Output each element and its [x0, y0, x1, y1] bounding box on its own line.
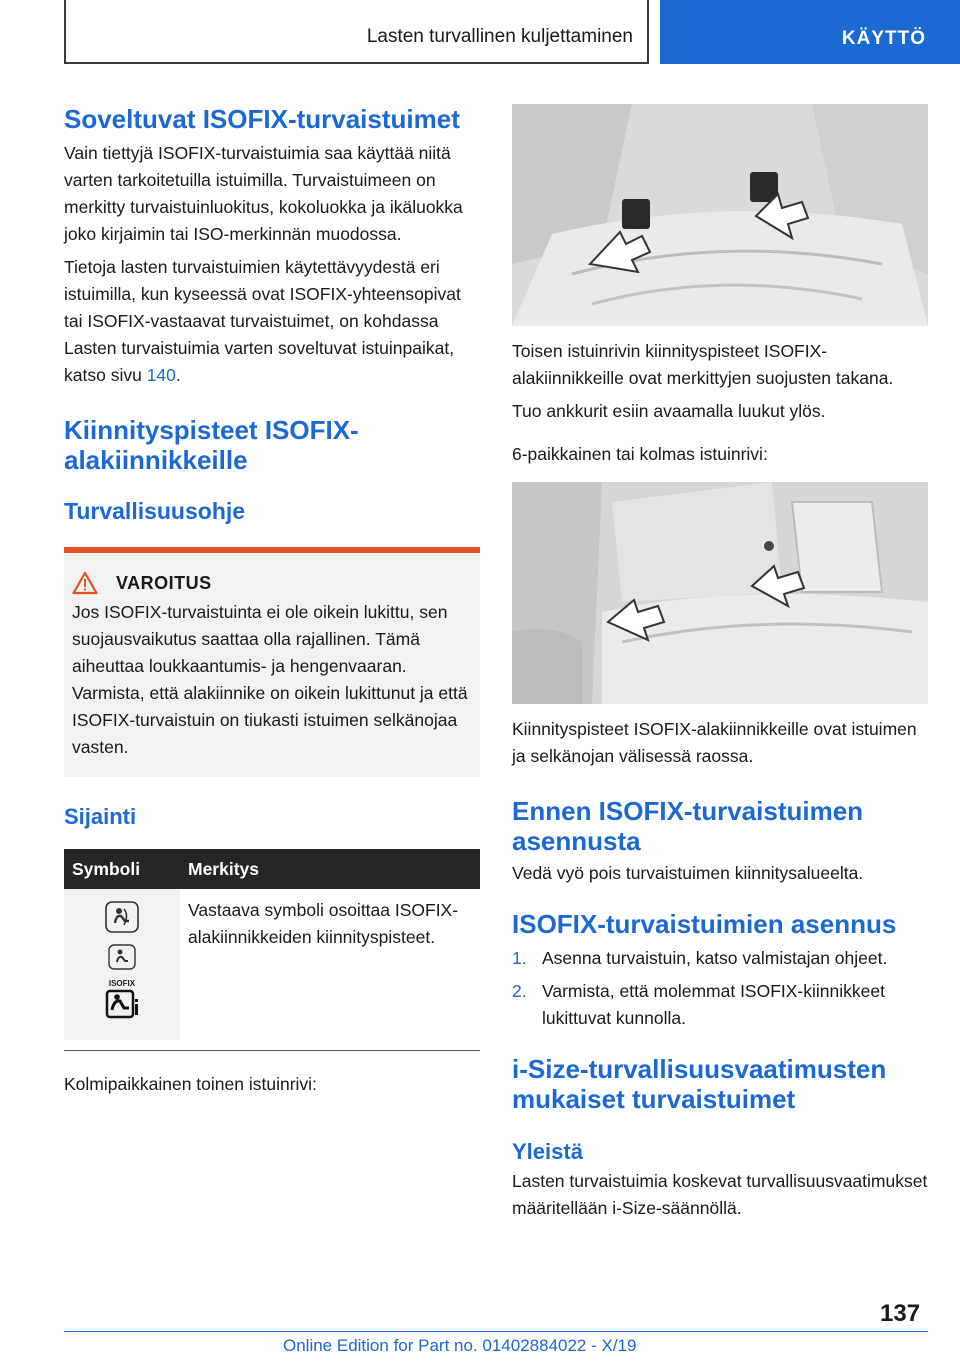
chapter-tab-label: KÄYTTÖ [841, 28, 926, 49]
install-steps [512, 945, 928, 1032]
step-number: 1. [512, 948, 527, 968]
step-text: Varmista, että molemmat ISOFIX-kiinnikkeet lukittuvat kunnolla. [542, 981, 885, 1028]
paragraph-six-seat: 6-paikkainen tai kolmas istuinrivi: [512, 444, 768, 464]
running-header-section [64, 0, 649, 64]
right-column [512, 104, 928, 1222]
left-column [64, 104, 480, 1098]
paragraph-before-install: Vedä vyö pois turvaistuimen kiinnitysalueelta. [512, 863, 864, 883]
heading-install: ISOFIX-turvaistuimien asennus [512, 909, 897, 939]
step-text: Asenna turvaistuin, katso valmistajan ohjeet. [542, 948, 888, 968]
isofix-anchor-icon [104, 988, 140, 1022]
footer-rule [64, 1331, 928, 1332]
chapter-tab[interactable] [660, 0, 960, 64]
paragraph-availability [64, 254, 480, 389]
warning-title: VAROITUS [116, 572, 212, 593]
step-number: 2. [512, 981, 527, 1001]
list-item [512, 945, 928, 972]
photo-second-row-anchors [512, 104, 928, 326]
symbol-cell [64, 889, 180, 1040]
page-number: 137 [880, 1300, 921, 1327]
table-header-symbol: Symboli [64, 849, 180, 889]
isofix-seat-icon [102, 899, 142, 935]
seat-photo-illustration [512, 104, 928, 326]
caption-second-row: Toisen istuinrivin kiinnityspisteet ISOFIX-alakiinnikkeille ovat merkittyjen suojusten takana. [512, 341, 894, 388]
heading-isize: i-Size-turvallisuusvaatimusten mukaiset turvaistuimet [512, 1054, 887, 1114]
table-header-row [64, 849, 480, 889]
paragraph-availability-text: Tietoja lasten turvaistuimien käytettävyydestä eri istuimilla, kun kyseessä ovat ISOFIX-yhteensopivat tai ISOFIX-vastaavat turvaistuimet, on kohdassa Lasten turvaistuimia varten soveltuvat istuinpaikat, katso sivu [64, 257, 461, 385]
paragraph-availability-end: . [175, 365, 181, 385]
heading-safety: Turvallisuusohje [64, 498, 246, 524]
heading-suitable-isofix: Soveltuvat ISOFIX-turvaistuimet [64, 104, 460, 134]
footer-edition: Online Edition for Part no. 01402884022 - X/19 [283, 1336, 637, 1355]
section-title: Lasten turvallinen kuljettaminen [366, 26, 633, 47]
heading-before-install: Ennen ISOFIX-turvaistuimen asennusta [512, 796, 864, 856]
table-header-meaning: Merkitys [180, 849, 480, 889]
heading-location: Sijainti [64, 804, 137, 829]
symbol-table [64, 849, 480, 1051]
warning-box [64, 547, 480, 777]
warning-header [72, 571, 472, 595]
seat-photo-illustration-2 [512, 482, 928, 704]
heading-general: Yleistä [512, 1139, 583, 1164]
page-link-140[interactable]: 140 [146, 365, 176, 385]
list-item [512, 978, 928, 1032]
photo-third-row-anchors [512, 482, 928, 704]
table-row [64, 889, 480, 1040]
caption-third-row: Kiinnityspisteet ISOFIX-alakiinnikkeille ovat istuimen ja selkänojan välisessä raossa. [512, 719, 917, 766]
heading-anchor-points: Kiinnityspisteet ISOFIX-alakiinnikkeille [64, 415, 359, 475]
caption-open-flaps: Tuo ankkurit esiin avaamalla luukut ylös. [512, 401, 826, 421]
table-bottom-rule [64, 1040, 480, 1051]
paragraph-suitable: Vain tiettyjä ISOFIX-turvaistuimia saa käyttää niitä varten tarkoitetuilla istuimilla. Turvaistuimeen on merkitty turvaistuinluokitus, kokoluokka ja ikäluokka joko kirjaimin tai ISO-merkinnän muodossa. [64, 143, 463, 244]
warning-text: Jos ISOFIX-turvaistuinta ei ole oikein lukittu, sen suojausvaikutus saattaa olla rajallinen. Tämä aiheuttaa loukkaantumis- ja hengenvaaran. Varmista, että alakiinnike on oikein lukittunut ja että ISOFIX-turvaistuin on tiukasti istuimen selkänojaa vasten. [72, 602, 468, 757]
isofix-label: ISOFIX [108, 979, 136, 988]
isofix-seat-small-icon [106, 943, 138, 971]
paragraph-three-seat: Kolmipaikkainen toinen istuinrivi: [64, 1074, 317, 1094]
meaning-cell: Vastaava symboli osoittaa ISOFIX-alakiinnikkeiden kiinnityspisteet. [188, 900, 459, 947]
warning-triangle-icon [72, 571, 98, 595]
paragraph-general: Lasten turvaistuimia koskevat turvallisuusvaatimukset määritellään i-Size-säännöllä. [512, 1171, 928, 1218]
